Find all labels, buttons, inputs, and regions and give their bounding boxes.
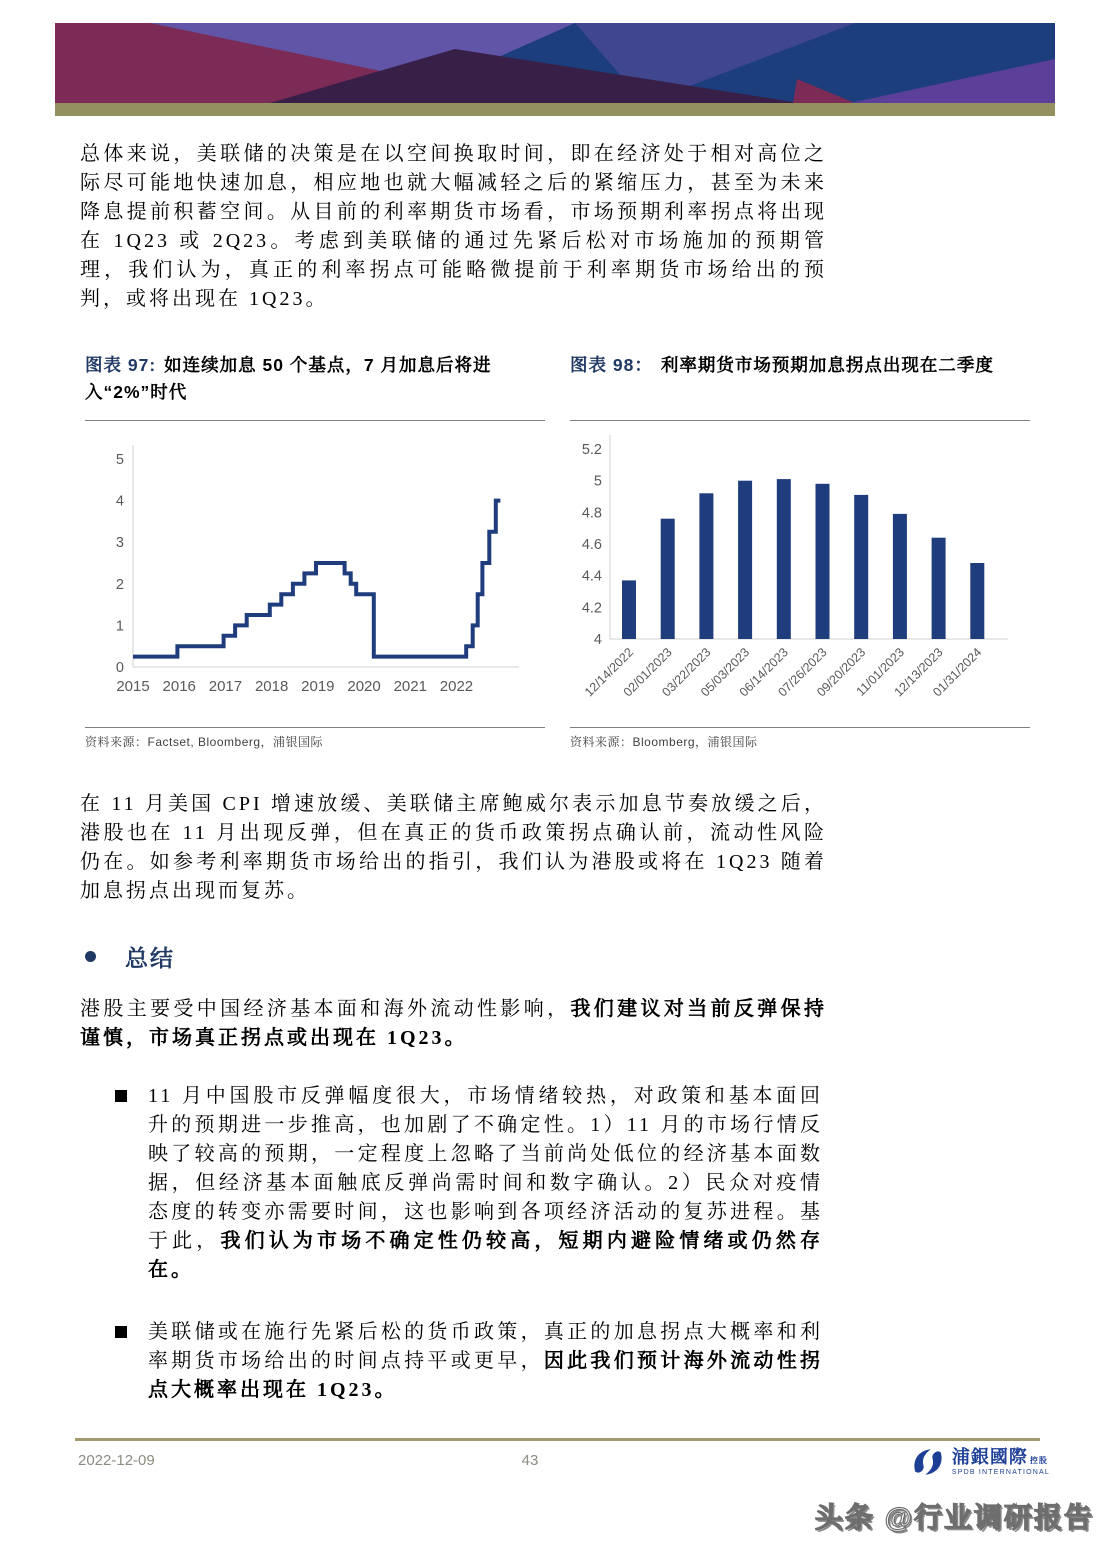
logo-english-name: SPDB INTERNATIONAL	[951, 1469, 1050, 1476]
footer-date: 2022-12-09	[78, 1452, 155, 1469]
logo-chinese-name: 浦銀國際	[951, 1447, 1028, 1467]
svg-text:0: 0	[115, 660, 124, 676]
spdbi-logo	[910, 1444, 1050, 1480]
svg-text:06/14/2023: 06/14/2023	[736, 645, 791, 700]
square-bullet-icon	[115, 1090, 127, 1102]
bullet-2-text: 美联储或在施行先紧后松的货币政策，真正的加息拐点大概率和利率期货市场给出的时间点持平或更早，因此我们预计海外流动性拐点大概率出现在 1Q23。	[148, 1321, 824, 1401]
watermark-text: 头条 @行业调研报告	[814, 1502, 1094, 1533]
svg-text:4: 4	[115, 493, 124, 510]
banner-triangles-art	[55, 23, 1055, 103]
svg-text:4.6: 4.6	[581, 537, 602, 553]
summary-bullet-list	[115, 1082, 823, 1438]
svg-text:09/20/2023: 09/20/2023	[814, 645, 869, 700]
svg-text:2017: 2017	[208, 678, 243, 695]
bullet-1-text: 11 月中国股市反弹幅度很大，市场情绪较热，对政策和基本面回升的预期进一步推高，也加剧了不确定性。1）11 月的市场行情反映了较高的预期，一定程度上忽略了当前尚处低位的经济基本面数据，但经济基本面触底反弹尚需时间和数字确认。2）民众对疫情态度的转变亦需要时间，这也影响到各项经济活动的复苏进程。基于此，我们认为市场不确定性仍较高，短期内避险情绪或仍然存在。	[148, 1085, 824, 1281]
footer-page-number: 43	[521, 1452, 539, 1469]
svg-text:12/13/2023: 12/13/2023	[891, 645, 946, 700]
spdbi-logo-mark-icon	[910, 1444, 946, 1480]
svg-text:2019: 2019	[301, 678, 335, 695]
summary-paragraph: 港股主要受中国经济基本面和海外流动性影响，我们建议对当前反弹保持谨慎，市场真正拐点或出现在 1Q23。	[80, 998, 828, 1049]
svg-text:2: 2	[115, 576, 124, 593]
figure-98-title	[570, 352, 1030, 414]
bullet-item-1	[115, 1082, 823, 1285]
intro-paragraph: 总体来说，美联储的决策是在以空间换取时间，即在经济处于相对高位之际尽可能地快速加息，相应地也就大幅减轻之后的紧缩压力，甚至为未来降息提前积蓄空间。从目前的利率期货市场看，市场预期利率拐点将出现在 1Q23 或 2Q23。考虑到美联储的通过先紧后松对市场施加的预期管理，我们认为，真正的利率拐点可能略微提前于利率期货市场给出的预判，或将出现在 1Q23。	[80, 143, 827, 310]
logo-suffix: 控股	[1029, 1456, 1048, 1465]
svg-text:03/22/2023: 03/22/2023	[659, 645, 714, 700]
mid-paragraph: 在 11 月美国 CPI 增速放缓、美联储主席鲍威尔表示加息节奏放缓之后，港股也在 11 月出现反弹，但在真正的货币政策拐点确认前，流动性风险仍在。如参考利率期货市场给出的指引，我们认为港股或将在 1Q23 随着加息拐点出现而复苏。	[80, 793, 827, 902]
fed-rate-step-chart	[85, 421, 545, 721]
svg-text:2018: 2018	[254, 678, 289, 695]
svg-text:4.8: 4.8	[581, 505, 602, 522]
figure-97-title-text: 如连续加息 50 个基点，7 月加息后将进入“2%”时代	[85, 355, 492, 402]
svg-text:2022: 2022	[439, 678, 474, 695]
header-banner-graphic	[55, 23, 1055, 103]
figure-98-source: 资料来源：Bloomberg，浦银国际	[570, 735, 758, 749]
svg-text:01/31/2024: 01/31/2024	[930, 645, 985, 700]
svg-text:5: 5	[593, 473, 602, 490]
summary-section-heading	[85, 940, 175, 973]
figure-98-label: 图表 98：	[570, 355, 653, 375]
bullet-item-2	[115, 1318, 823, 1405]
svg-text:2020: 2020	[347, 678, 381, 695]
svg-text:05/03/2023: 05/03/2023	[698, 645, 753, 700]
svg-text:2021: 2021	[393, 678, 427, 695]
figures-row	[85, 352, 1030, 750]
svg-text:07/26/2023: 07/26/2023	[775, 645, 830, 700]
svg-text:4.2: 4.2	[581, 600, 602, 617]
spdbi-logo-text	[952, 1448, 1050, 1476]
figure-98	[570, 352, 1030, 750]
figure-97-source: 资料来源：Factset, Bloomberg，浦银国际	[85, 735, 324, 749]
svg-text:4: 4	[593, 632, 602, 648]
svg-text:1: 1	[115, 618, 124, 635]
figure-97	[85, 352, 545, 750]
footer-divider	[75, 1438, 1040, 1441]
svg-text:02/01/2023: 02/01/2023	[620, 645, 675, 700]
figure-97-title	[85, 352, 545, 414]
svg-text:4.4: 4.4	[581, 568, 602, 585]
svg-text:3: 3	[115, 535, 124, 552]
svg-text:2015: 2015	[116, 678, 150, 695]
svg-text:12/14/2022: 12/14/2022	[581, 645, 637, 700]
figure-97-label: 图表 97:	[85, 355, 157, 375]
svg-text:5: 5	[115, 452, 124, 468]
summary-heading-text: 总结	[125, 946, 175, 971]
section-bullet-icon	[85, 951, 96, 962]
svg-text:11/01/2023: 11/01/2023	[853, 645, 908, 699]
rate-futures-bar-chart	[570, 421, 1030, 721]
svg-text:5.2: 5.2	[581, 442, 602, 458]
figure-98-title-text: 利率期货市场预期加息拐点出现在二季度	[660, 355, 994, 375]
banner-accent-strip	[55, 103, 1055, 116]
svg-text:2016: 2016	[162, 678, 196, 695]
square-bullet-icon	[115, 1326, 127, 1338]
